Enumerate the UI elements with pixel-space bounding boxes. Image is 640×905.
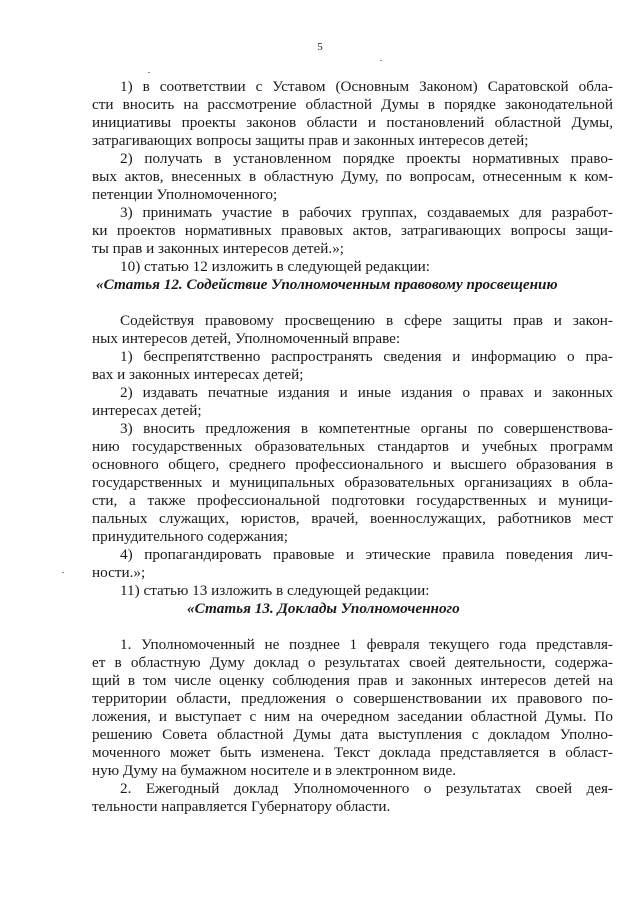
text-line: 1) в соответствии с Уставом (Основным Законом) Саратовской обла- (120, 78, 613, 95)
text-line: ности.»; (92, 564, 146, 581)
text-line: принудительного содержания; (92, 528, 288, 545)
text-line: пальных служащих, юристов, врачей, военнослужащих, работников мест (92, 510, 613, 527)
text-line: вых актов, внесенных в областную Думу, по вопросам, отнесенным к ком- (92, 168, 613, 185)
text-line: 1. Уполномоченный не позднее 1 февраля текущего года представля- (120, 636, 613, 653)
article-13-heading: «Статья 13. Доклады Уполномоченного (187, 600, 460, 617)
text-line: 2) издавать печатные издания и иные издания о правах и законных (120, 384, 613, 401)
text-line: тельности направляется Губернатору области. (92, 798, 391, 815)
text-line: щий в том числе оценку соблюдения прав и законных интересов детей на (92, 672, 613, 689)
text-line: моченного может быть изменена. Текст доклада представляется в област- (92, 744, 613, 761)
text-line: решению Совета областной Думы дата выступления с докладом Уполно- (92, 726, 613, 743)
text-line: территории области, предложения о совершенствовании их правового по- (92, 690, 613, 707)
text-line: сти, а также профессиональной подготовки государственных и муници- (92, 492, 613, 509)
text-line: петенции Уполномоченного; (92, 186, 278, 203)
text-line: основного общего, среднего профессионального и высшего образования в (92, 456, 613, 473)
text-line: ты прав и законных интересов детей.»; (92, 240, 345, 257)
text-line: интересах детей; (92, 402, 202, 419)
text-line: ную Думу на бумажном носителе и в электронном виде. (92, 762, 457, 779)
text-line: 2. Ежегодный доклад Уполномоченного о результатах своей дея- (120, 780, 613, 797)
text-line: ных интересов детей, Уполномоченный вправе: (92, 330, 401, 347)
page-number: 5 (317, 41, 323, 53)
scan-speck (62, 572, 64, 573)
text-line: нию государственных образовательных стандартов и учебных программ (92, 438, 613, 455)
amendment-item-10: 10) статью 12 изложить в следующей редакции: (120, 258, 430, 275)
text-line: 1) беспрепятственно распространять сведения и информацию о пра- (120, 348, 613, 365)
text-line: 2) получать в установленном порядке проекты нормативных право- (120, 150, 613, 167)
text-line: инициативы проекты законов области и постановлений областной Думы, (92, 114, 613, 131)
text-line: затрагивающих вопросы защиты прав и законных интересов детей; (92, 132, 529, 149)
article-12-heading: «Статья 12. Содействие Уполномоченным правовому просвещению (96, 276, 558, 293)
text-line: государственных и муниципальных образовательных организациях в обла- (92, 474, 613, 491)
scan-speck (380, 60, 382, 61)
text-line: сти вносить на рассмотрение областной Думы в порядке законодательной (92, 96, 613, 113)
text-line: 3) вносить предложения в компетентные органы по совершенствова- (120, 420, 613, 437)
text-line: ки проектов нормативных правовых актов, затрагивающих вопросы защи- (92, 222, 613, 239)
text-line: 3) принимать участие в рабочих группах, создаваемых для разработ- (120, 204, 613, 221)
text-line: 4) пропагандировать правовые и этические правила поведения лич- (120, 546, 613, 563)
text-line: Содействуя правовому просвещению в сфере защиты прав и закон- (120, 312, 613, 329)
text-line: ложения, и выступает с ним на очередном заседании областной Думы. По (92, 708, 613, 725)
text-line: ет в областную Думу доклад о результатах своей деятельности, содержа- (92, 654, 613, 671)
amendment-item-11: 11) статью 13 изложить в следующей редакции: (120, 582, 430, 599)
text-line: вах и законных интересах детей; (92, 366, 304, 383)
scan-speck (148, 72, 150, 73)
